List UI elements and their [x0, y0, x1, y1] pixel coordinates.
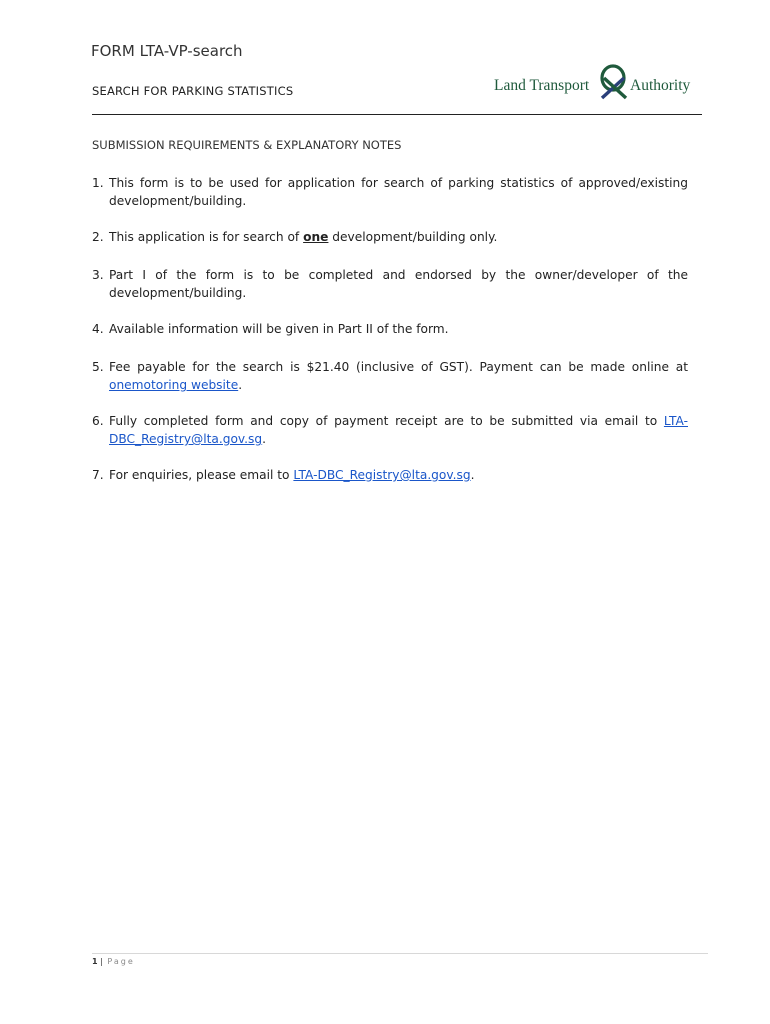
note-item: [92, 412, 688, 448]
emphasis-word: one: [303, 230, 329, 244]
onemotoring-link[interactable]: onemotoring website: [109, 378, 239, 392]
note-item: [92, 174, 688, 210]
note-number: 3.: [92, 268, 104, 282]
logo-text-right: Authority: [630, 77, 691, 94]
page-label: Page: [107, 957, 135, 966]
footer-divider: [92, 953, 708, 954]
note-text: Fee payable for the search is $21.40 (inclusive of GST). Payment can be made online at: [109, 360, 688, 374]
note-text: development/building only.: [328, 230, 498, 244]
note-text: .: [238, 378, 243, 392]
registry-email-link[interactable]: LTA-DBC_Registry@lta.gov.sg: [109, 414, 688, 446]
note-number: 1.: [92, 176, 104, 190]
notes-list: [92, 174, 688, 484]
note-number: 4.: [92, 322, 104, 336]
note-number: 5.: [92, 360, 104, 374]
page-footer: [92, 957, 135, 966]
note-text: .: [262, 432, 267, 446]
form-subtitle: SEARCH FOR PARKING STATISTICS: [92, 84, 294, 98]
logo-text-left: Land Transport: [494, 77, 590, 94]
footer-separator: |: [100, 957, 103, 966]
note-text: Part I of the form is to be completed and endorsed by the owner/developer of the development/building.: [109, 268, 688, 300]
note-text: Available information will be given in Part II of the form.: [109, 322, 449, 336]
note-text: For enquiries, please email to: [109, 468, 294, 482]
lta-emblem-icon: [593, 64, 633, 104]
note-item: [92, 228, 688, 246]
header-divider: [92, 114, 702, 115]
note-text: Fully completed form and copy of payment receipt are to be submitted via email to: [109, 414, 664, 428]
form-title: FORM LTA-VP-search: [91, 42, 243, 60]
note-text: This form is to be used for application for search of parking statistics of approved/existing development/building.: [109, 176, 688, 208]
lta-logo: [494, 64, 704, 104]
enquiries-email-link[interactable]: LTA-DBC_Registry@lta.gov.sg: [293, 468, 471, 482]
note-item: [92, 266, 688, 302]
note-number: 2.: [92, 230, 104, 244]
note-number: 6.: [92, 414, 104, 428]
section-heading: SUBMISSION REQUIREMENTS & EXPLANATORY NOTES: [92, 138, 402, 152]
note-item: [92, 320, 688, 338]
note-number: 7.: [92, 468, 104, 482]
page-number: 1: [92, 957, 98, 966]
note-text: .: [470, 468, 475, 482]
note-text: This application is for search of: [109, 230, 304, 244]
note-item: [92, 466, 688, 484]
note-item: [92, 358, 688, 394]
